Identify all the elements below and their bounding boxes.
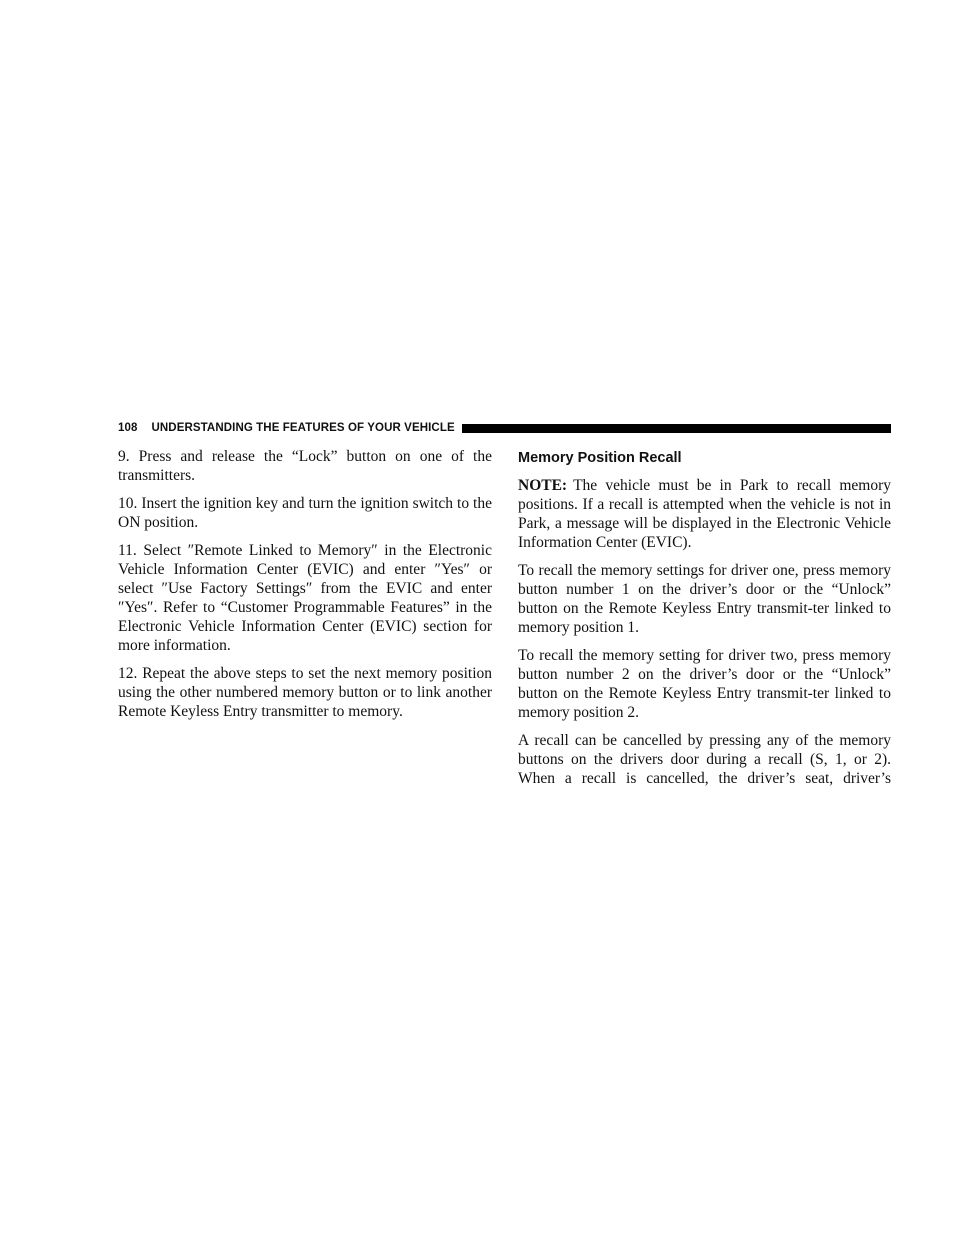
page-header	[118, 419, 891, 437]
step-12-paragraph: 12. Repeat the above steps to set the next memory position using the other numbered memory button or to link another Remote Keyless Entry transmitter to memory.	[118, 665, 492, 720]
recall-cancel-paragraph: A recall can be cancelled by pressing any of the memory buttons on the drivers door during a recall (S, 1, or 2). When a recall is cancelled, the driver’s seat, driver’s	[518, 732, 891, 787]
page-number: 108	[118, 422, 138, 434]
left-column	[118, 447, 492, 730]
step-9-paragraph: 9. Press and release the “Lock” button on one of the transmitters.	[118, 448, 492, 484]
note-label: NOTE:	[518, 477, 568, 494]
header-rule	[462, 424, 891, 433]
right-column	[518, 447, 891, 797]
note-paragraph	[518, 476, 891, 552]
step-10-paragraph: 10. Insert the ignition key and turn the ignition switch to the ON position.	[118, 495, 492, 531]
recall-driver-one-paragraph: To recall the memory settings for driver one, press memory button number 1 on the driver’s door or the “Unlock” button on the Remote Keyless Entry transmit-ter linked to memory position 1.	[518, 562, 891, 636]
section-title: UNDERSTANDING THE FEATURES OF YOUR VEHICLE	[151, 422, 455, 434]
note-text: The vehicle must be in Park to recall memory positions. If a recall is attempted when the vehicle is not in Park, a message will be displayed in the Electronic Vehicle Information Center (EVIC).	[518, 477, 891, 551]
step-11-paragraph: 11. Select ″Remote Linked to Memory″ in the Electronic Vehicle Information Center (EVIC) and enter ″Yes″ or select ″Use Factory Settings″ from the EVIC and enter ″Yes″. Refer to “Customer Programmable Features” in the Electronic Vehicle Information Center (EVIC) section for more information.	[118, 542, 492, 654]
recall-driver-two-paragraph: To recall the memory setting for driver two, press memory button number 2 on the driver’s door or the “Unlock” button on the Remote Keyless Entry transmit-ter linked to memory position 2.	[518, 647, 891, 721]
memory-recall-heading: Memory Position Recall	[518, 450, 682, 466]
